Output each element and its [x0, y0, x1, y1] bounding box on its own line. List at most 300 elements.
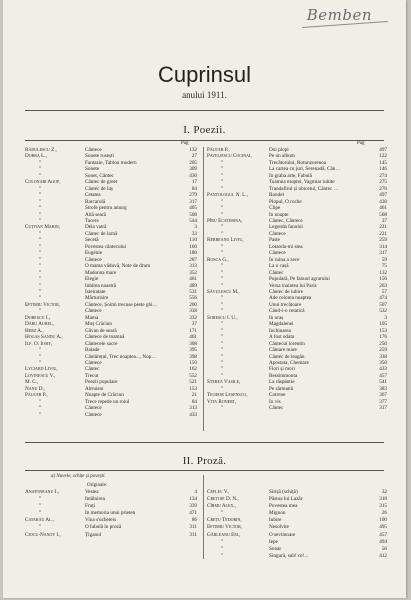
entry-page: 332 — [189, 314, 197, 321]
entry-author: Lovinescu V., — [25, 372, 56, 379]
entry-author: ” — [221, 166, 224, 173]
index-entry — [25, 503, 197, 510]
proza-sub-heading: Originale: — [87, 483, 108, 488]
entry-page: 4 — [194, 489, 197, 495]
entry-title: Sonete rusești — [85, 153, 114, 160]
section2-top-rule — [25, 470, 384, 471]
proza-column-divider — [203, 475, 204, 559]
entry-page: 100 — [379, 517, 387, 524]
entry-author: Colonari Agop, — [25, 179, 61, 186]
entry-title: Vestea — [85, 489, 99, 495]
entry-page: 56 — [381, 545, 387, 552]
entry-author: ” — [39, 243, 42, 250]
entry-author: ” — [221, 211, 224, 218]
entry-author: M. C., — [25, 379, 39, 386]
entry-page: 37 — [381, 217, 387, 224]
entry-page: 317 — [189, 198, 197, 205]
entry-page: 461 — [189, 334, 197, 341]
entry-author: ” — [39, 496, 42, 503]
entry-author: Eftimiu Victor, — [25, 301, 61, 308]
entry-author: ” — [221, 366, 224, 373]
entry-author: ” — [39, 263, 42, 270]
entry-page: 3 — [194, 224, 197, 231]
entry-title: Mama — [85, 314, 99, 321]
entry-page: 200 — [189, 301, 197, 308]
entry-title: O sevimoare — [269, 531, 296, 538]
entry-author: ” — [39, 185, 42, 192]
entry-title: Sonet, Cântec — [85, 172, 114, 179]
entry-title: Sirișă (schiță) — [269, 489, 298, 495]
index-entry — [207, 545, 387, 553]
entry-title: Țiganul — [85, 531, 102, 538]
entry-page: 110 — [189, 237, 197, 244]
entry-author: ” — [39, 211, 42, 218]
entry-title: Eugénie — [85, 250, 102, 257]
entry-title: Versa inaintea lui Paris — [269, 282, 317, 289]
entry-title: Noapte de Crăciun — [85, 392, 124, 399]
entry-title: Legenda fanului — [269, 224, 303, 231]
entry-title: În oraș — [269, 314, 284, 321]
entry-page: 150 — [189, 359, 197, 366]
index-entry — [25, 411, 197, 418]
entry-page: 544 — [189, 217, 197, 224]
entry-author: Lyciard Liviu, — [25, 366, 58, 373]
entry-page: 531 — [189, 288, 197, 295]
entry-title: Doi plopi — [269, 147, 289, 153]
entry-page: 153 — [379, 327, 387, 334]
entry-page: 313 — [189, 405, 197, 412]
entry-page: 180 — [189, 250, 197, 257]
entry-page: 259 — [379, 347, 387, 354]
entry-page: 430 — [379, 198, 387, 205]
entry-title: Cântece — [85, 359, 102, 366]
entry-title: Fantazie, Tablou modern — [85, 159, 137, 166]
entry-title: Cântec de Iaș — [85, 185, 113, 192]
entry-page: 221 — [379, 230, 387, 237]
entry-author: ” — [221, 243, 224, 250]
index-entry — [25, 510, 197, 517]
entry-page: 274 — [379, 172, 387, 179]
entry-title: Cântecul lorentin — [269, 340, 305, 347]
entry-page: 352 — [189, 269, 197, 276]
entry-page: 317 — [379, 405, 387, 412]
entry-title: Cântece — [85, 405, 102, 412]
entry-title: Trece repede un roiul — [85, 398, 130, 405]
entry-page: 276 — [379, 185, 387, 192]
entry-author: ” — [221, 510, 224, 517]
entry-page: 541 — [379, 379, 387, 386]
entry-page: 279 — [189, 192, 197, 199]
entry-author: ” — [221, 359, 224, 366]
entry-page: 86 — [191, 517, 197, 524]
entry-title: Sonar — [269, 545, 282, 552]
entry-title: Altă seară — [85, 211, 106, 218]
index-entry — [207, 405, 387, 412]
entry-title: La răspântie — [269, 379, 295, 386]
entry-page: 507 — [379, 301, 387, 308]
entry-page: 26 — [381, 510, 387, 517]
entry-page: 21 — [191, 392, 197, 399]
index-entry — [25, 524, 197, 531]
entry-page: 176 — [379, 334, 387, 341]
entry-page: 311 — [189, 524, 197, 531]
entry-page: 489 — [189, 282, 197, 289]
entry-title: Trandafirul și obiceiul, Cântec … — [269, 185, 339, 192]
entry-title: O fabulă în proză — [85, 524, 122, 531]
entry-page: 162 — [189, 366, 197, 373]
proza-right-column — [207, 489, 387, 560]
entry-author: Păucer P., — [25, 392, 48, 399]
entry-title: Toamna moptei, Vagmiar iubite — [269, 179, 335, 186]
entry-page: 497 — [379, 147, 387, 153]
entry-page: 508 — [379, 211, 387, 218]
entry-author: ” — [39, 230, 42, 237]
entry-title: Când-i-o cetatică — [269, 308, 305, 315]
entry-title: Magdalenei — [269, 321, 294, 328]
entry-author: ” — [221, 250, 224, 257]
entry-title: Cântece de toamnă — [85, 334, 125, 341]
entry-title: Cotrene — [269, 392, 286, 399]
poezii-left-column — [25, 147, 197, 418]
entry-page: 122 — [379, 153, 387, 160]
index-entry — [207, 496, 387, 503]
entry-page: 398 — [189, 353, 197, 360]
entry-page: 495 — [379, 524, 387, 531]
entry-page: 367 — [379, 392, 387, 399]
entry-author: ” — [39, 510, 42, 517]
entry-page: 3 — [384, 314, 387, 321]
entry-author: ” — [39, 288, 42, 295]
entry-page: 338 — [189, 308, 197, 315]
entry-title: Isteiratate — [85, 288, 106, 295]
entry-author: Cuțitan Marin, — [25, 224, 61, 231]
index-entry — [207, 517, 387, 524]
entry-author: ” — [39, 308, 42, 315]
entry-author: ” — [221, 353, 224, 360]
entry-page: 105 — [379, 321, 387, 328]
entry-author: Pantologul N. L., — [207, 192, 248, 199]
entry-page: 75 — [381, 263, 387, 270]
index-entry — [207, 552, 387, 560]
entry-page: 494 — [379, 538, 387, 545]
entry-title: Cântec — [85, 366, 100, 373]
index-entry — [207, 524, 387, 531]
entry-author: ” — [39, 353, 42, 360]
entry-author: ” — [221, 205, 224, 212]
entry-page: 405 — [189, 205, 197, 212]
entry-title: Găvan de seară — [85, 327, 117, 334]
entry-page: 59 — [381, 256, 387, 263]
entry-title: Cântecele sacre — [85, 340, 118, 347]
entry-title: Bessimmonta — [269, 372, 298, 379]
entry-title: Cetatea — [85, 192, 101, 199]
entry-author: ” — [221, 347, 224, 354]
entry-page: 433 — [379, 366, 387, 373]
entry-author: ” — [39, 411, 42, 418]
entry-title: La cartea cu juri, Serenadă, Cân… — [269, 166, 341, 173]
entry-title: Cântec de leagăn — [269, 353, 305, 360]
entry-title: Vina s'ucheteis — [85, 517, 117, 524]
entry-title: Intâlnirea — [85, 496, 105, 503]
section-title-poezii: I. Poezii. — [183, 124, 226, 136]
entry-page: 259 — [379, 237, 387, 244]
entry-author: ” — [39, 295, 42, 302]
entry-title: Pe un album — [269, 153, 295, 160]
entry-page: 221 — [379, 224, 387, 231]
entry-title: Cântece — [85, 147, 102, 153]
entry-page: 275 — [379, 179, 387, 186]
handwritten-signature: Bemben — [306, 6, 372, 24]
entry-author: ” — [221, 372, 224, 379]
entry-title: Unui trecătoare — [269, 301, 302, 308]
entry-title: Ade celorea noaptea — [269, 295, 312, 302]
entry-author: Ilf. O. Iosif, — [25, 340, 53, 347]
title-rule — [25, 110, 384, 111]
entry-author: Teodor Lesensco, — [207, 392, 248, 399]
entry-title: Pe sărmanii — [269, 385, 294, 392]
entry-title: Moș Crăciun — [85, 321, 112, 328]
entry-author: Păucer P., — [207, 147, 230, 153]
index-entry — [207, 531, 387, 539]
entry-page: 461 — [189, 276, 197, 283]
entry-title: În noapte — [269, 211, 289, 218]
entry-page: 532 — [379, 308, 387, 315]
entry-page: 134 — [189, 496, 197, 503]
entry-page: 308 — [189, 340, 197, 347]
entry-author: Dobescu I., — [25, 314, 51, 321]
entry-author: Catarău Al., — [25, 517, 55, 524]
entry-title: Mărturisire — [85, 295, 109, 302]
entry-title: Altruism — [85, 385, 104, 392]
entry-author: ” — [39, 503, 42, 510]
entry-title: Lotaoda-mi stea — [269, 243, 303, 250]
entry-author: ” — [39, 192, 42, 199]
entry-author: ” — [221, 282, 224, 289]
entry-author: ” — [221, 269, 224, 276]
entry-title: Cântece — [269, 230, 286, 237]
entry-page: 311 — [189, 531, 197, 538]
entry-author: ” — [221, 263, 224, 270]
entry-author: Paveliescu Cocinai, — [207, 153, 252, 160]
entry-page: 171 — [189, 327, 197, 334]
entry-title: Secetă — [85, 237, 99, 244]
entry-title: Elegie — [85, 276, 99, 283]
proza-left-heading: a) Nuvele, schițe și povești. — [51, 474, 106, 479]
entry-title: Flori și mori — [269, 366, 295, 373]
entry-author: Eftimiu Victor, — [207, 524, 243, 531]
entry-page: 383 — [379, 385, 387, 392]
entry-author: ” — [221, 230, 224, 237]
entry-title: Iubire — [269, 517, 282, 524]
index-entry — [25, 496, 197, 503]
index-entry — [25, 517, 197, 524]
entry-title: Mignon — [269, 510, 286, 517]
entry-page: 153 — [189, 385, 197, 392]
entry-page: 32 — [381, 489, 387, 495]
entry-title: Plopul, O roche — [269, 198, 302, 205]
pag-label-right: Pag — [357, 141, 365, 146]
entry-page: 146 — [379, 166, 387, 173]
entry-author: ” — [221, 224, 224, 231]
entry-title: Cântec de iubire — [269, 288, 303, 295]
entry-author: Crețoie D. N., — [207, 496, 239, 503]
entry-title: Iepe — [269, 538, 278, 545]
entry-title: Barcarolă — [85, 198, 106, 205]
entry-title: A fost odata — [269, 334, 295, 341]
entry-page: 132 — [189, 147, 197, 153]
entry-title: Dela vatră — [85, 224, 107, 231]
poezii-column-divider — [203, 147, 204, 431]
entry-title: Cântece — [85, 308, 102, 315]
entry-author: ” — [39, 250, 42, 257]
entry-author: ” — [221, 405, 224, 412]
entry-author: Sorescu I. U., — [207, 314, 238, 321]
entry-title: Strofe pentru amurg — [85, 205, 127, 212]
entry-author: ” — [39, 282, 42, 289]
entry-title: Populară, Pe fanuul agrarului — [269, 276, 330, 283]
entry-page: 145 — [379, 159, 387, 166]
document-page — [3, 0, 406, 598]
entry-title: Fruți — [85, 503, 96, 510]
entry-title: Cântec de greer — [85, 179, 118, 186]
entry-author: ” — [221, 308, 224, 315]
entry-title: Cântece, Șoimi trecuse peste ghi… — [85, 301, 158, 308]
proza-left-column — [25, 489, 197, 539]
entry-author: ” — [221, 340, 224, 347]
entry-page: 84 — [191, 185, 197, 192]
entry-title: Inchinarea — [269, 327, 291, 334]
entry-author: ” — [221, 198, 224, 205]
entry-page: 412 — [379, 552, 387, 559]
entry-page: 27 — [191, 153, 197, 160]
entry-author: ” — [221, 295, 224, 302]
entry-author: ” — [221, 385, 224, 392]
entry-title: Poezii populare — [85, 379, 118, 386]
entry-title: Cântece — [85, 411, 102, 418]
entry-title: Rondel — [269, 192, 284, 199]
page-title: Cuprinsul — [158, 62, 251, 87]
entry-title: În memoria unui prieten — [85, 510, 136, 517]
entry-author: ” — [221, 552, 224, 559]
entry-page: 556 — [189, 295, 197, 302]
entry-author: ” — [39, 159, 42, 166]
entry-author: Gârleanu Em., — [207, 531, 241, 538]
index-entry — [207, 510, 387, 517]
entry-title: Cântare mare — [269, 347, 297, 354]
entry-title: La o casă — [269, 263, 289, 270]
entry-author: ” — [221, 159, 224, 166]
entry-author: ” — [39, 524, 42, 531]
entry-author: ” — [39, 276, 42, 283]
section1-bottom-rule — [25, 442, 384, 443]
entry-author: ” — [39, 405, 42, 412]
index-entry — [25, 489, 197, 496]
entry-author: ” — [39, 198, 42, 205]
entry-page: 508 — [189, 211, 197, 218]
entry-author: Vita Ronert, — [207, 398, 237, 405]
entry-page: 17 — [191, 179, 197, 186]
page-subtitle: anului 1911. — [182, 90, 227, 100]
entry-page: 318 — [379, 496, 387, 503]
entry-title: Balade — [85, 347, 100, 354]
entry-page: 156 — [379, 276, 387, 283]
entry-page: 377 — [379, 398, 387, 405]
entry-author: ” — [221, 538, 224, 545]
entry-page: 339 — [189, 503, 197, 510]
entry-title: Nesolvite — [269, 524, 289, 531]
entry-page: 287 — [189, 256, 197, 263]
section-title-proza: II. Proză. — [182, 455, 227, 467]
index-entry — [25, 531, 197, 539]
entry-title: Sonete — [85, 166, 100, 173]
entry-page: 430 — [189, 172, 197, 179]
entry-title: Cântărețul, Trec noaptea..., Nop… — [85, 353, 157, 360]
entry-page: 37 — [191, 321, 197, 328]
entry-author: ” — [221, 334, 224, 341]
entry-page: 205 — [189, 159, 197, 166]
entry-author: ” — [39, 398, 42, 405]
proza-index — [25, 489, 385, 564]
entry-title: Paste — [269, 237, 280, 244]
entry-author: ” — [221, 179, 224, 186]
entry-page: 457 — [379, 372, 387, 379]
index-entry — [207, 538, 387, 546]
entry-title: Păstoa lui Lazăr — [269, 496, 303, 503]
entry-page: 474 — [379, 295, 387, 302]
entry-title: Cântece — [269, 250, 286, 257]
entry-page: 552 — [189, 372, 197, 379]
entry-page: 309 — [189, 166, 197, 173]
entry-page: 338 — [379, 353, 387, 360]
entry-author: ” — [221, 327, 224, 334]
entry-author: Cîrmu Alex., — [207, 503, 237, 510]
entry-author: Rădulescu Z., — [25, 147, 57, 153]
entry-author: Săvulescu M., — [207, 288, 240, 295]
entry-title: Cântec de larnă — [85, 230, 118, 237]
entry-page: 132 — [379, 269, 387, 276]
entry-author: Ceflec V., — [207, 489, 230, 495]
entry-author: ” — [39, 237, 42, 244]
entry-title: Povestea mea — [269, 503, 298, 510]
entry-title: Povestea cântecului — [85, 243, 127, 250]
entry-page: 317 — [379, 250, 387, 257]
entry-page: 461 — [379, 205, 387, 212]
entry-author: Hogaș Sandu A., — [25, 334, 63, 341]
entry-title: Singură, sub! ce!... — [269, 552, 309, 559]
entry-author: Nanu D., — [25, 385, 46, 392]
entry-author: ” — [221, 301, 224, 308]
entry-author: ” — [39, 172, 42, 179]
entry-page: 314 — [379, 243, 387, 250]
entry-title: Tacere — [85, 217, 99, 224]
entry-title: Clipe — [269, 205, 281, 212]
entry-author: Anatoneanu I., — [25, 489, 59, 495]
entry-page: 263 — [379, 282, 387, 289]
entry-title: Cântece — [85, 256, 102, 263]
entry-title: Cântec, Cântece — [269, 217, 303, 224]
entry-title: În ruina a zece — [269, 256, 300, 263]
entry-title: Apostata, Chemare — [269, 359, 309, 366]
index-entry — [207, 503, 387, 510]
entry-author: ” — [39, 256, 42, 263]
entry-author: ” — [221, 276, 224, 283]
entry-page: 433 — [189, 411, 197, 418]
poezii-right-column — [207, 147, 387, 412]
entry-title: Trecătorului, Rotunzurenoa — [269, 159, 327, 166]
entry-title: Trecut — [85, 372, 99, 379]
entry-author: ” — [39, 359, 42, 366]
entry-author: ” — [221, 321, 224, 328]
